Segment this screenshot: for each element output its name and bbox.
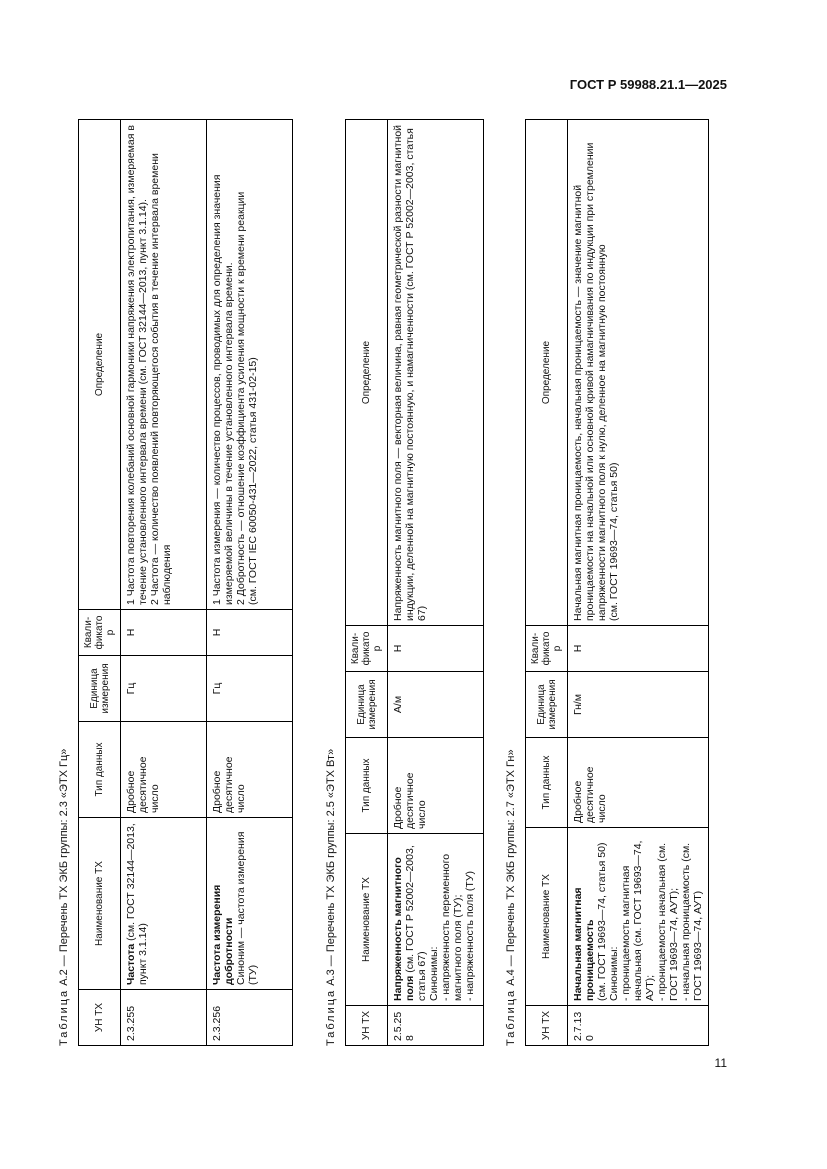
data-type-cell: Дробное десятичное число: [388, 738, 484, 834]
name-cell: Частота (см. ГОСТ 32144—2013, пункт 3.1.14): [121, 818, 207, 990]
table-caption: Таблица А.2 — Перечень ТХ ЭКБ группы: 2.3 «ЭТХ Гц»: [58, 748, 70, 1046]
table-caption: Таблица А.4 — Перечень ТХ ЭКБ группы: 2.7 «ЭТХ Гн»: [505, 749, 517, 1046]
definition-cell: Начальная магнитная проницаемость, начальная проницаемость — значение магнитной проницаемости на начальной или основной кривой намагничивания по индукции при стремлении напряженности магнитного поля к нулю, деленное на магнитную постоянную (см. ГОСТ 19693—74, статья 50): [568, 120, 709, 626]
page-number: 11: [714, 1056, 727, 1070]
column-header: Квали-фикатор: [526, 626, 568, 672]
characteristics-table: [78, 119, 293, 1046]
qualifier-cell: Н: [568, 626, 709, 672]
column-header: Наименование ТХ: [346, 834, 388, 1006]
definition-cell: Напряженность магнитного поля — векторная величина, равная геометрической разности магнитной индукции, деленной на магнитную постоянную, и намагниченности (см. ГОСТ Р 52002—2003, статья 67): [388, 120, 484, 626]
un-cell: 2.3.255: [121, 990, 207, 1046]
column-header: Квали-фикатор: [79, 610, 121, 656]
definition-cell: 1 Частота измерения — количество процессов, проводимых для определения значения измеряемой величины в течение установленного интервала времени. 2 Добротность — отношение коэффициента усиления мощности к времени реакции (см. ГОСТ IEC 60050-431—2022, статья 431-02-15): [207, 120, 293, 610]
qualifier-cell: Н: [121, 610, 207, 656]
unit-cell: А/м: [388, 672, 484, 738]
name-cell: Частота измерения добротности Синоним — частота измерения (ТУ): [207, 818, 293, 990]
characteristics-table: [525, 119, 709, 1046]
definition-cell: 1 Частота повторения колебаний основной гармоники напряжения электропитания, измеряемая в течение установленного интервала времени (см. ГОСТ 32144—2013, пункт 3.1.14). 2 Частота — количество появлений повторяющегося события в течение интервала времени наблюдения: [121, 120, 207, 610]
column-header: Определение: [526, 120, 568, 626]
table-row: [121, 120, 207, 1046]
qualifier-cell: Н: [207, 610, 293, 656]
table-block-a2: [58, 116, 320, 1046]
un-cell: 2.3.256: [207, 990, 293, 1046]
data-type-cell: Дробное десятичное число: [207, 722, 293, 818]
column-header: Тип данных: [526, 738, 568, 828]
table-block-a3: [325, 116, 490, 1046]
qualifier-cell: Н: [388, 626, 484, 672]
column-header: Тип данных: [346, 738, 388, 834]
column-header: Единица измерения: [526, 672, 568, 738]
column-header: Единица измерения: [346, 672, 388, 738]
name-cell: Начальная магнитная проницаемость (см. ГОСТ 19693—74, статья 50) Синонимы: - проницаемость магнитная начальная (см. ГОСТ 19693—74, АУТ); - проницаемость начальная (см. ГОСТ 19693—74, АУТ); - начальная проницаемость (см. ГОСТ 19693—74, АУТ): [568, 828, 709, 1006]
column-header: УН ТХ: [526, 1006, 568, 1046]
document-code: ГОСТ Р 59988.21.1—2025: [569, 77, 727, 92]
column-header: УН ТХ: [346, 1006, 388, 1046]
data-type-cell: Дробное десятичное число: [568, 738, 709, 828]
table-caption: Таблица А.3 — Перечень ТХ ЭКБ группы: 2.5 «ЭТХ Вт»: [325, 748, 337, 1046]
unit-cell: Гц: [121, 656, 207, 722]
column-header: Наименование ТХ: [79, 818, 121, 990]
un-cell: 2.5.258: [388, 1006, 484, 1046]
column-header: Единица измерения: [79, 656, 121, 722]
column-header: Квали-фикатор: [346, 626, 388, 672]
table-block-a4: [505, 116, 704, 1046]
table-row: [388, 120, 484, 1046]
unit-cell: Гн/м: [568, 672, 709, 738]
table-row: [207, 120, 293, 1046]
column-header: Наименование ТХ: [526, 828, 568, 1006]
characteristics-table: [345, 119, 484, 1046]
un-cell: 2.7.130: [568, 1006, 709, 1046]
table-row: [568, 120, 709, 1046]
column-header: Тип данных: [79, 722, 121, 818]
column-header: Определение: [346, 120, 388, 626]
name-cell: Напряженность магнитного поля (см. ГОСТ Р 52002—2003, статья 67) Синонимы: - напряженность переменного магнитного поля (ТУ); - напряженность поля (ТУ): [388, 834, 484, 1006]
column-header: Определение: [79, 120, 121, 610]
data-type-cell: Дробное десятичное число: [121, 722, 207, 818]
unit-cell: Гц: [207, 656, 293, 722]
column-header: УН ТХ: [79, 990, 121, 1046]
